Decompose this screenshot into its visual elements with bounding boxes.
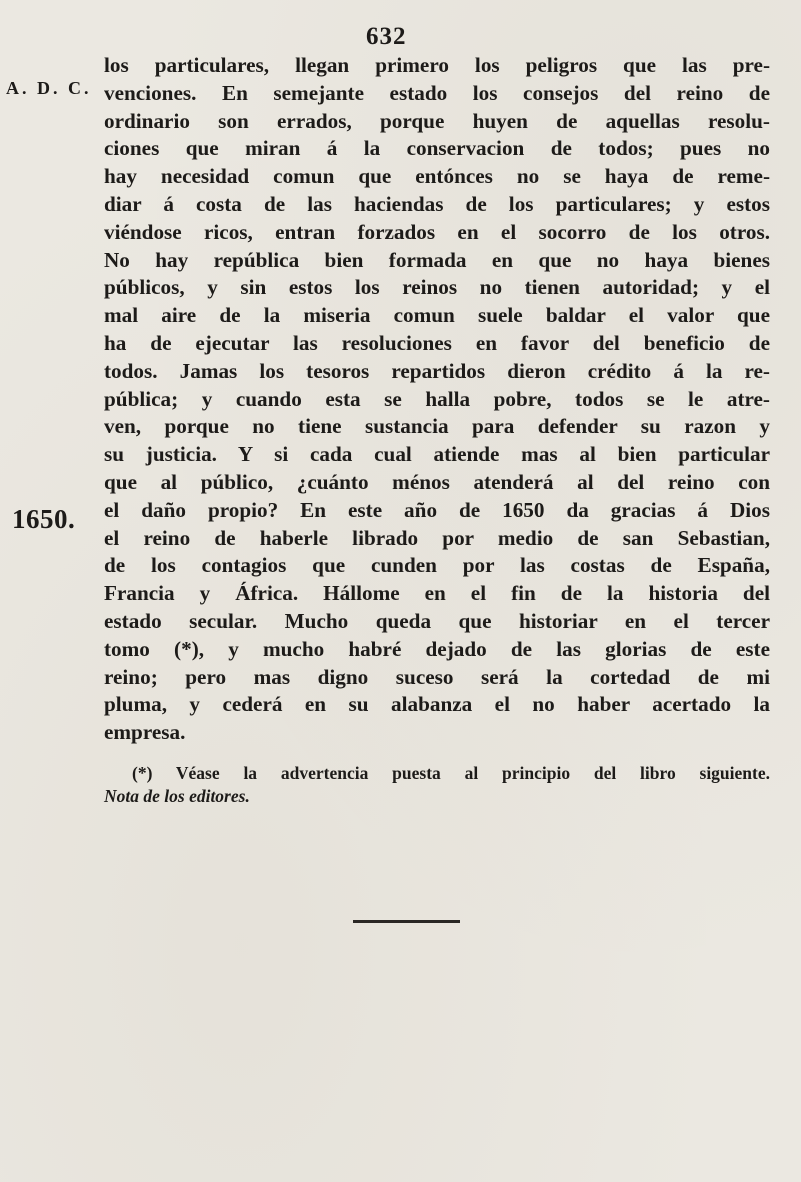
text-line: el daño propio? En este año de 1650 da gracias á Dios [104,497,770,522]
text-line: de los contagios que cunden por las costas de España, [104,553,770,578]
text-line: mal aire de la miseria comun suele baldar el valor que [104,303,770,328]
text-line: venciones. En semejante estado los consejos del reino de [104,80,770,105]
text-line: diar á costa de las haciendas de los particulares; y estos [104,191,770,216]
text-line: públicos, y sin estos los reinos no tienen autoridad; y el [104,275,770,300]
footnote-signature: Nota de los editores. [104,786,250,806]
text-line-last: empresa. [104,720,186,745]
closing-rule [353,920,460,923]
text-line: reino; pero mas digno suceso será la cortedad de mi [104,664,770,689]
page-number: 632 [366,23,407,50]
text-line: estado secular. Mucho queda que historiar en el tercer [104,608,770,633]
text-line: ha de ejecutar las resoluciones en favor del beneficio de [104,330,770,355]
text-line: todos. Jamas los tesoros repartidos dieron crédito á la re- [104,358,770,383]
text-line: pluma, y cederá en su alabanza el no haber acertado la [104,692,770,717]
margin-note-year: 1650. [12,504,76,534]
text-line: hay necesidad comun que entónces no se haya de reme- [104,164,770,189]
text-line: el reino de haberle librado por medio de san Sebastian, [104,525,770,550]
text-line: Francia y África. Hállome en el fin de la historia del [104,581,770,606]
text-line: que al público, ¿cuánto ménos atenderá al del reino con [104,469,770,494]
text-line: ven, porque no tiene sustancia para defender su razon y [104,414,770,439]
body-text [104,52,770,747]
footnote [104,762,770,808]
text-line: viéndose ricos, entran forzados en el socorro de los otros. [104,219,770,244]
text-line: ciones que miran á la conservacion de todos; pues no [104,136,770,161]
footnote-text: (*) Véase la advertencia puesta al principio del libro siguiente. [132,763,770,783]
margin-note-era: A. D. C. [6,78,92,98]
text-line: tomo (*), y mucho habré dejado de las glorias de este [104,636,770,661]
text-line: No hay república bien formada en que no haya bienes [104,247,770,272]
text-line: ordinario son errados, porque huyen de aquellas resolu- [104,108,770,133]
text-line: su justicia. Y si cada cual atiende mas al bien particular [104,442,770,467]
text-line: pública; y cuando esta se halla pobre, todos se le atre- [104,386,770,411]
text-line: los particulares, llegan primero los peligros que las pre- [104,53,770,77]
